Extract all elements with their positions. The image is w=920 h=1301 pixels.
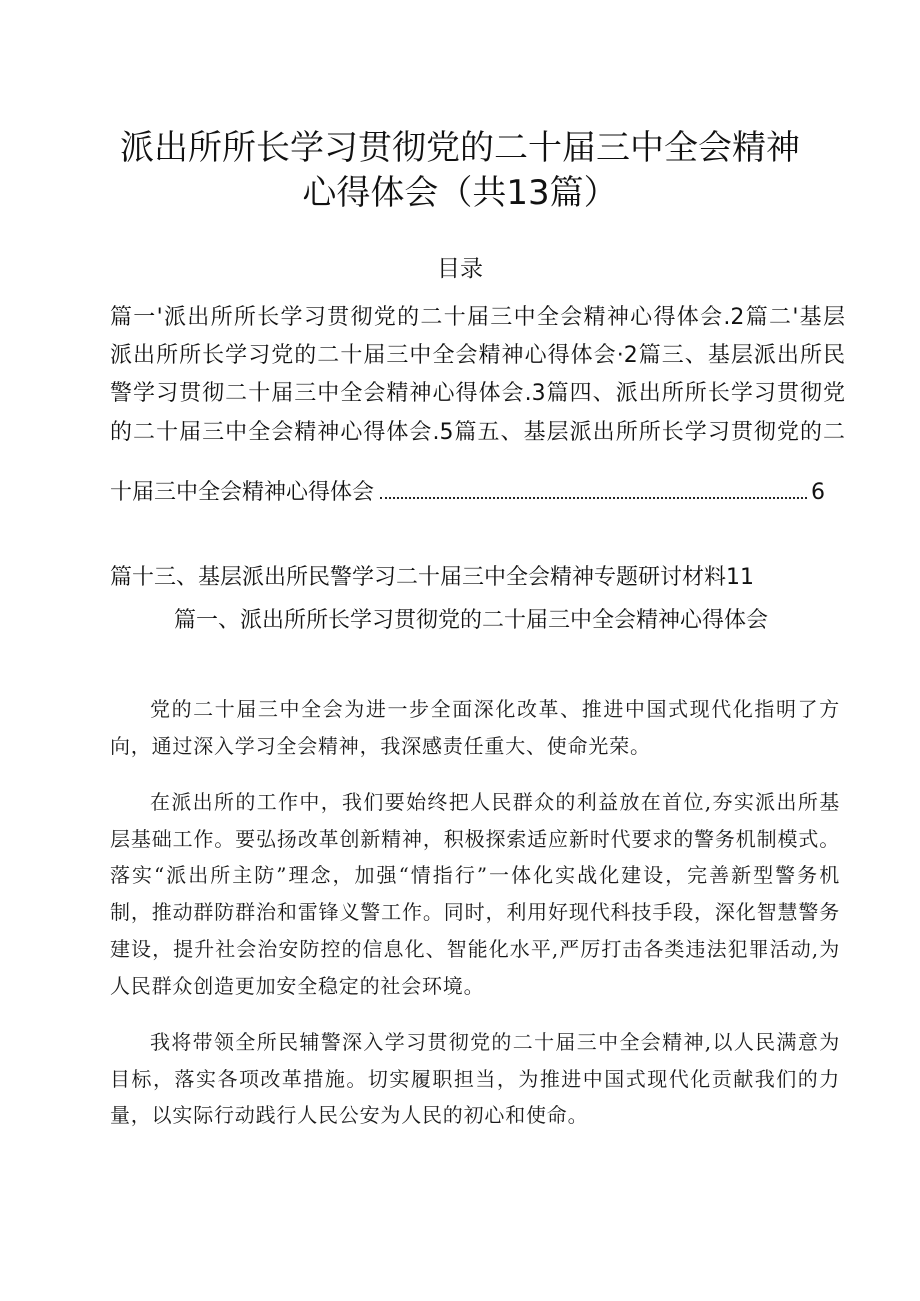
toc-line[interactable]: 的二十届三中全会精神心得体会.5篇五、基层派出所所长学习贯彻党的二	[110, 420, 845, 445]
toc-line[interactable]: 警学习贯彻二十届三中全会精神心得体会.3篇四、派出所所长学习贯彻党	[110, 381, 845, 406]
document-title-line-2: 心得体会（共13篇）	[302, 173, 618, 213]
toc-line-13[interactable]: 篇十三、基层派出所民警学习二十届三中全会精神专题研讨材料11	[110, 565, 754, 590]
document-title-line-1: 派出所所长学习贯彻党的二十届三中全会精神	[120, 128, 800, 168]
body-paragraph: 党的二十届三中全会为进一步全面深化改革、推进中国式现代化指明了方向，通过深入学习全会精神，我深感责任重大、使命光荣。	[110, 697, 840, 758]
toc-heading: 目录	[437, 256, 483, 282]
body-paragraph: 在派出所的工作中，我们要始终把人民群众的利益放在首位,夯实派出所基层基础工作。要弘扬改革创新精神，积极探索适应新时代要求的警务机制模式。落实“派出所主防”理念，加强“情指行”一体化实战化建设，完善新型警务机制，推动群防群治和雷锋义警工作。同时，利用好现代科技手段，深化智慧警务建设，提升社会治安防控的信息化、智能化水平,严厉打击各类违法犯罪活动,为人民群众创造更加安全稳定的社会环境。	[110, 790, 840, 998]
toc-dot-leader	[380, 496, 807, 499]
toc-page-number: 6	[811, 480, 825, 505]
toc-line[interactable]: 派出所所长学习党的二十届三中全会精神心得体会·2篇三、基层派出所民	[110, 343, 845, 368]
toc-line-with-leader[interactable]	[110, 478, 825, 508]
section-heading: 篇一、派出所所长学习贯彻党的二十届三中全会精神心得体会	[173, 608, 768, 633]
body-paragraph: 我将带领全所民辅警深入学习贯彻党的二十届三中全会精神,以人民满意为目标，落实各项改革措施。切实履职担当，为推进中国式现代化贡献我们的力量，以实际行动践行人民公安为人民的初心和使命。	[110, 1030, 840, 1128]
toc-line[interactable]: 篇一'派出所所长学习贯彻党的二十届三中全会精神心得体会.2篇二'基层	[110, 305, 845, 330]
toc-entry-text: 十届三中全会精神心得体会	[110, 480, 375, 505]
